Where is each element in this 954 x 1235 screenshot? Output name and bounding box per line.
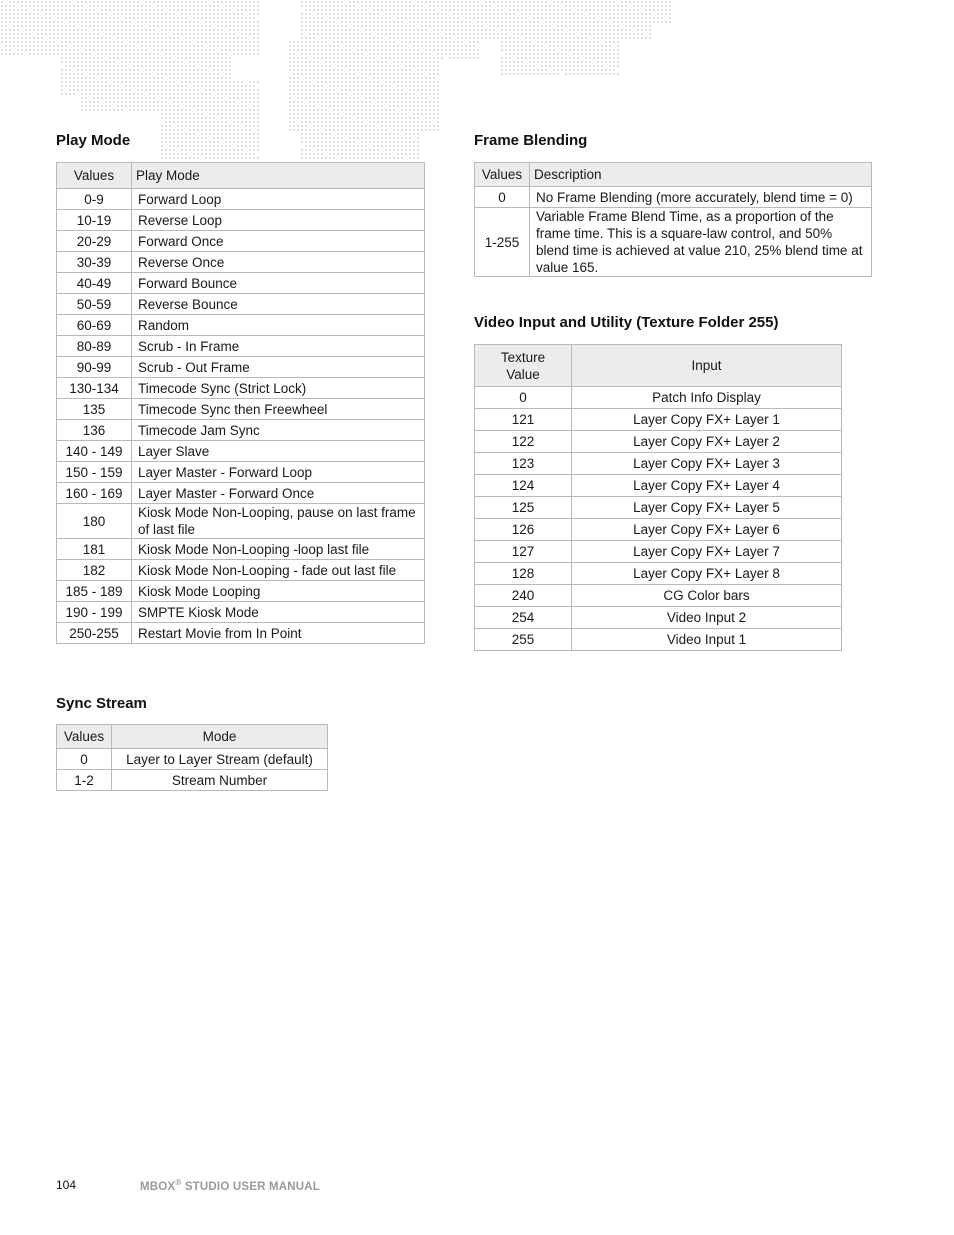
play-mode-cell-text: Kiosk Mode Non-Looping - fade out last file <box>132 560 425 581</box>
play-mode-row <box>57 357 425 378</box>
video-input-cell-text: Layer Copy FX+ Layer 8 <box>572 563 842 585</box>
video-input-row <box>475 519 842 541</box>
sync-stream-cell-value: 1-2 <box>57 770 112 791</box>
play-mode-cell-value: 181 <box>57 539 132 560</box>
play-mode-row <box>57 602 425 623</box>
frame-blending-header-values: Values <box>475 163 530 187</box>
video-input-row <box>475 431 842 453</box>
play-mode-row <box>57 420 425 441</box>
play-mode-cell-value: 136 <box>57 420 132 441</box>
play-mode-cell-value: 0-9 <box>57 189 132 210</box>
play-mode-cell-value: 10-19 <box>57 210 132 231</box>
video-input-cell-value: 128 <box>475 563 572 585</box>
video-input-row <box>475 453 842 475</box>
play-mode-row <box>57 336 425 357</box>
video-input-row <box>475 541 842 563</box>
video-input-cell-value: 0 <box>475 387 572 409</box>
play-mode-row <box>57 560 425 581</box>
play-mode-cell-value: 40-49 <box>57 273 132 294</box>
play-mode-cell-value: 250-255 <box>57 623 132 644</box>
frame-blending-table <box>474 162 872 277</box>
play-mode-cell-text: Layer Master - Forward Once <box>132 483 425 504</box>
video-input-cell-value: 121 <box>475 409 572 431</box>
video-input-row <box>475 607 842 629</box>
play-mode-header-values: Values <box>57 163 132 189</box>
sync-stream-header-mode: Mode <box>112 725 328 749</box>
sync-stream-cell-text: Layer to Layer Stream (default) <box>112 749 328 770</box>
play-mode-row <box>57 315 425 336</box>
play-mode-row <box>57 539 425 560</box>
play-mode-cell-text: Scrub - In Frame <box>132 336 425 357</box>
video-input-cell-value: 127 <box>475 541 572 563</box>
sync-stream-table <box>56 724 328 791</box>
play-mode-row <box>57 399 425 420</box>
play-mode-cell-text: Random <box>132 315 425 336</box>
play-mode-header-mode: Play Mode <box>132 163 425 189</box>
frame-blending-row <box>475 208 872 277</box>
sync-stream-cell-value: 0 <box>57 749 112 770</box>
play-mode-cell-text: Reverse Once <box>132 252 425 273</box>
video-input-header-input: Input <box>572 345 842 387</box>
sync-stream-row <box>57 770 328 791</box>
video-input-cell-text: Video Input 1 <box>572 629 842 651</box>
play-mode-cell-value: 140 - 149 <box>57 441 132 462</box>
video-input-cell-value: 122 <box>475 431 572 453</box>
manual-name: STUDIO USER MANUAL <box>181 1180 321 1193</box>
page-number: 104 <box>56 1178 77 1192</box>
play-mode-row <box>57 231 425 252</box>
sync-stream-title: Sync Stream <box>56 695 147 712</box>
frame-blending-cell-text: Variable Frame Blend Time, as a proportion of the frame time. This is a square-law control, and 50% blend time is achieved at value 210, 25% blend time at value 165. <box>530 208 872 277</box>
video-input-title: Video Input and Utility (Texture Folder 255) <box>474 314 779 331</box>
video-input-cell-value: 125 <box>475 497 572 519</box>
play-mode-row <box>57 189 425 210</box>
frame-blending-header-description: Description <box>530 163 872 187</box>
play-mode-cell-value: 180 <box>57 504 132 539</box>
play-mode-cell-value: 135 <box>57 399 132 420</box>
play-mode-cell-text: Timecode Sync (Strict Lock) <box>132 378 425 399</box>
video-input-cell-value: 126 <box>475 519 572 541</box>
play-mode-cell-text: Kiosk Mode Non-Looping, pause on last frame of last file <box>132 504 425 539</box>
play-mode-cell-text: Timecode Sync then Freewheel <box>132 399 425 420</box>
play-mode-row <box>57 378 425 399</box>
play-mode-cell-text: Reverse Loop <box>132 210 425 231</box>
play-mode-cell-text: Layer Master - Forward Loop <box>132 462 425 483</box>
video-input-cell-text: CG Color bars <box>572 585 842 607</box>
play-mode-cell-text: Timecode Jam Sync <box>132 420 425 441</box>
video-input-row <box>475 475 842 497</box>
play-mode-row <box>57 273 425 294</box>
video-input-row <box>475 409 842 431</box>
video-input-cell-text: Layer Copy FX+ Layer 4 <box>572 475 842 497</box>
play-mode-row <box>57 483 425 504</box>
video-input-row <box>475 563 842 585</box>
play-mode-row <box>57 504 425 539</box>
play-mode-cell-text: Kiosk Mode Non-Looping -loop last file <box>132 539 425 560</box>
frame-blending-cell-text: No Frame Blending (more accurately, blend time = 0) <box>530 187 872 208</box>
play-mode-cell-value: 182 <box>57 560 132 581</box>
video-input-cell-text: Layer Copy FX+ Layer 6 <box>572 519 842 541</box>
sync-stream-cell-text: Stream Number <box>112 770 328 791</box>
play-mode-cell-value: 30-39 <box>57 252 132 273</box>
video-input-cell-text: Layer Copy FX+ Layer 1 <box>572 409 842 431</box>
registered-mark: ® <box>175 1178 182 1187</box>
play-mode-cell-text: Layer Slave <box>132 441 425 462</box>
play-mode-row <box>57 462 425 483</box>
frame-blending-row <box>475 187 872 208</box>
play-mode-cell-text: SMPTE Kiosk Mode <box>132 602 425 623</box>
video-input-cell-value: 255 <box>475 629 572 651</box>
video-input-cell-text: Video Input 2 <box>572 607 842 629</box>
play-mode-row <box>57 623 425 644</box>
play-mode-cell-text: Forward Once <box>132 231 425 252</box>
video-input-row <box>475 497 842 519</box>
play-mode-cell-value: 20-29 <box>57 231 132 252</box>
play-mode-cell-value: 185 - 189 <box>57 581 132 602</box>
play-mode-cell-value: 160 - 169 <box>57 483 132 504</box>
play-mode-cell-text: Scrub - Out Frame <box>132 357 425 378</box>
play-mode-cell-text: Restart Movie from In Point <box>132 623 425 644</box>
play-mode-table <box>56 162 425 644</box>
video-input-table <box>474 344 842 651</box>
video-input-cell-text: Layer Copy FX+ Layer 5 <box>572 497 842 519</box>
play-mode-cell-text: Kiosk Mode Looping <box>132 581 425 602</box>
play-mode-title: Play Mode <box>56 132 131 149</box>
play-mode-cell-value: 80-89 <box>57 336 132 357</box>
frame-blending-cell-value: 0 <box>475 187 530 208</box>
play-mode-row <box>57 252 425 273</box>
video-input-row <box>475 387 842 409</box>
video-input-cell-text: Patch Info Display <box>572 387 842 409</box>
manual-brand: MBOX <box>140 1180 176 1193</box>
play-mode-cell-value: 130-134 <box>57 378 132 399</box>
sync-stream-header-values: Values <box>57 725 112 749</box>
play-mode-cell-text: Forward Loop <box>132 189 425 210</box>
play-mode-cell-text: Reverse Bounce <box>132 294 425 315</box>
play-mode-cell-value: 50-59 <box>57 294 132 315</box>
video-input-cell-text: Layer Copy FX+ Layer 3 <box>572 453 842 475</box>
video-input-cell-text: Layer Copy FX+ Layer 7 <box>572 541 842 563</box>
video-input-row <box>475 629 842 651</box>
play-mode-row <box>57 210 425 231</box>
play-mode-row <box>57 294 425 315</box>
play-mode-row <box>57 441 425 462</box>
video-input-row <box>475 585 842 607</box>
play-mode-cell-value: 60-69 <box>57 315 132 336</box>
frame-blending-title: Frame Blending <box>474 132 588 149</box>
video-input-cell-value: 123 <box>475 453 572 475</box>
play-mode-cell-text: Forward Bounce <box>132 273 425 294</box>
play-mode-cell-value: 150 - 159 <box>57 462 132 483</box>
video-input-cell-text: Layer Copy FX+ Layer 2 <box>572 431 842 453</box>
play-mode-row <box>57 581 425 602</box>
sync-stream-row <box>57 749 328 770</box>
frame-blending-cell-value: 1-255 <box>475 208 530 277</box>
video-input-cell-value: 254 <box>475 607 572 629</box>
video-input-cell-value: 124 <box>475 475 572 497</box>
play-mode-cell-value: 90-99 <box>57 357 132 378</box>
manual-title <box>140 1178 320 1193</box>
video-input-header-texture-value: Texture Value <box>475 345 572 387</box>
video-input-cell-value: 240 <box>475 585 572 607</box>
play-mode-cell-value: 190 - 199 <box>57 602 132 623</box>
